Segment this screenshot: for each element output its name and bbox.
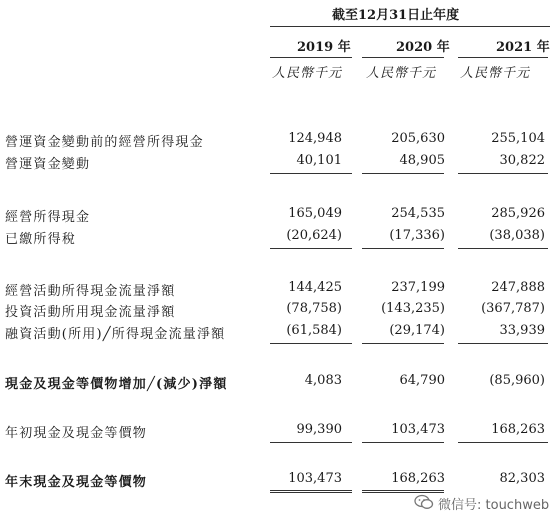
- value-2021: 285,926: [491, 206, 545, 221]
- value-2020: (17,336): [389, 228, 445, 243]
- subtotal-rule: [270, 173, 352, 174]
- value-2020: 64,790: [399, 373, 445, 388]
- value-2020: 48,905: [399, 153, 445, 168]
- value-2021: (367,787): [481, 301, 545, 316]
- subtotal-rule: [458, 248, 548, 249]
- row-label: 年初現金及現金等價物: [5, 426, 148, 441]
- wechat-icon: [414, 494, 434, 510]
- value-2021: 30,822: [499, 153, 545, 168]
- value-2021: 255,104: [491, 131, 545, 146]
- row-label: 經營活動所得現金流量淨額: [5, 284, 176, 299]
- row-label: 年末現金及現金等價物: [5, 475, 148, 490]
- total-double-rule: [362, 490, 444, 493]
- total-double-rule: [270, 490, 352, 493]
- value-2019: 40,101: [296, 153, 342, 168]
- subtotal-rule: [270, 248, 352, 249]
- value-2019: 103,473: [288, 471, 342, 486]
- value-2019: 124,948: [288, 131, 342, 146]
- row-label: 現金及現金等價物增加╱(減少)淨額: [5, 377, 228, 392]
- year-rule-2020: [362, 57, 444, 58]
- period-rule: [270, 26, 550, 27]
- value-2020: 254,535: [391, 206, 445, 221]
- subtotal-rule: [458, 343, 548, 344]
- value-2021: (85,960): [489, 373, 545, 388]
- subtotal-rule: [270, 343, 352, 344]
- unit-label-2021: 人民幣千元: [460, 66, 531, 81]
- year-2021-header: 2021 年: [496, 40, 550, 55]
- row-label: 已繳所得稅: [5, 232, 77, 247]
- value-2021: 33,939: [499, 323, 545, 338]
- value-2019: (20,624): [286, 228, 342, 243]
- value-2020: 237,199: [391, 280, 445, 295]
- row-label: 投資活動所用現金流量淨額: [5, 305, 176, 320]
- watermark-text: 微信号: touchweb: [438, 498, 550, 513]
- value-2019: (61,584): [286, 323, 342, 338]
- year-2019-header: 2019 年: [297, 40, 351, 55]
- subtotal-rule: [362, 248, 444, 249]
- year-2020-header: 2020 年: [396, 40, 450, 55]
- value-2020: 205,630: [391, 131, 445, 146]
- value-2020: 168,263: [391, 471, 445, 486]
- value-2019: 4,083: [304, 373, 342, 388]
- year-rule-2021: [458, 57, 548, 58]
- subtotal-rule: [362, 173, 444, 174]
- value-2019: 99,390: [296, 422, 342, 437]
- unit-label-2019: 人民幣千元: [272, 66, 343, 81]
- value-2019: 165,049: [288, 206, 342, 221]
- subtotal-rule: [270, 442, 352, 443]
- year-rule-2019: [270, 57, 352, 58]
- value-2020: (29,174): [389, 323, 445, 338]
- row-label: 融資活動(所用)╱所得現金流量淨額: [5, 327, 226, 342]
- value-2021: 82,303: [499, 471, 545, 486]
- subtotal-rule: [458, 442, 548, 443]
- row-label: 營運資金變動: [5, 157, 91, 172]
- value-2021: (38,038): [489, 228, 545, 243]
- row-label: 經營所得現金: [5, 210, 91, 225]
- subtotal-rule: [362, 442, 444, 443]
- value-2021: 247,888: [491, 280, 545, 295]
- unit-label-2020: 人民幣千元: [366, 66, 437, 81]
- subtotal-rule: [458, 173, 548, 174]
- value-2020: (143,235): [381, 301, 445, 316]
- row-label: 營運資金變動前的經營所得現金: [5, 135, 204, 150]
- value-2019: (78,758): [286, 301, 342, 316]
- value-2019: 144,425: [288, 280, 342, 295]
- value-2020: 103,473: [391, 422, 445, 437]
- subtotal-rule: [362, 343, 444, 344]
- value-2021: 168,263: [491, 422, 545, 437]
- period-header: 截至12月31日止年度: [332, 8, 460, 23]
